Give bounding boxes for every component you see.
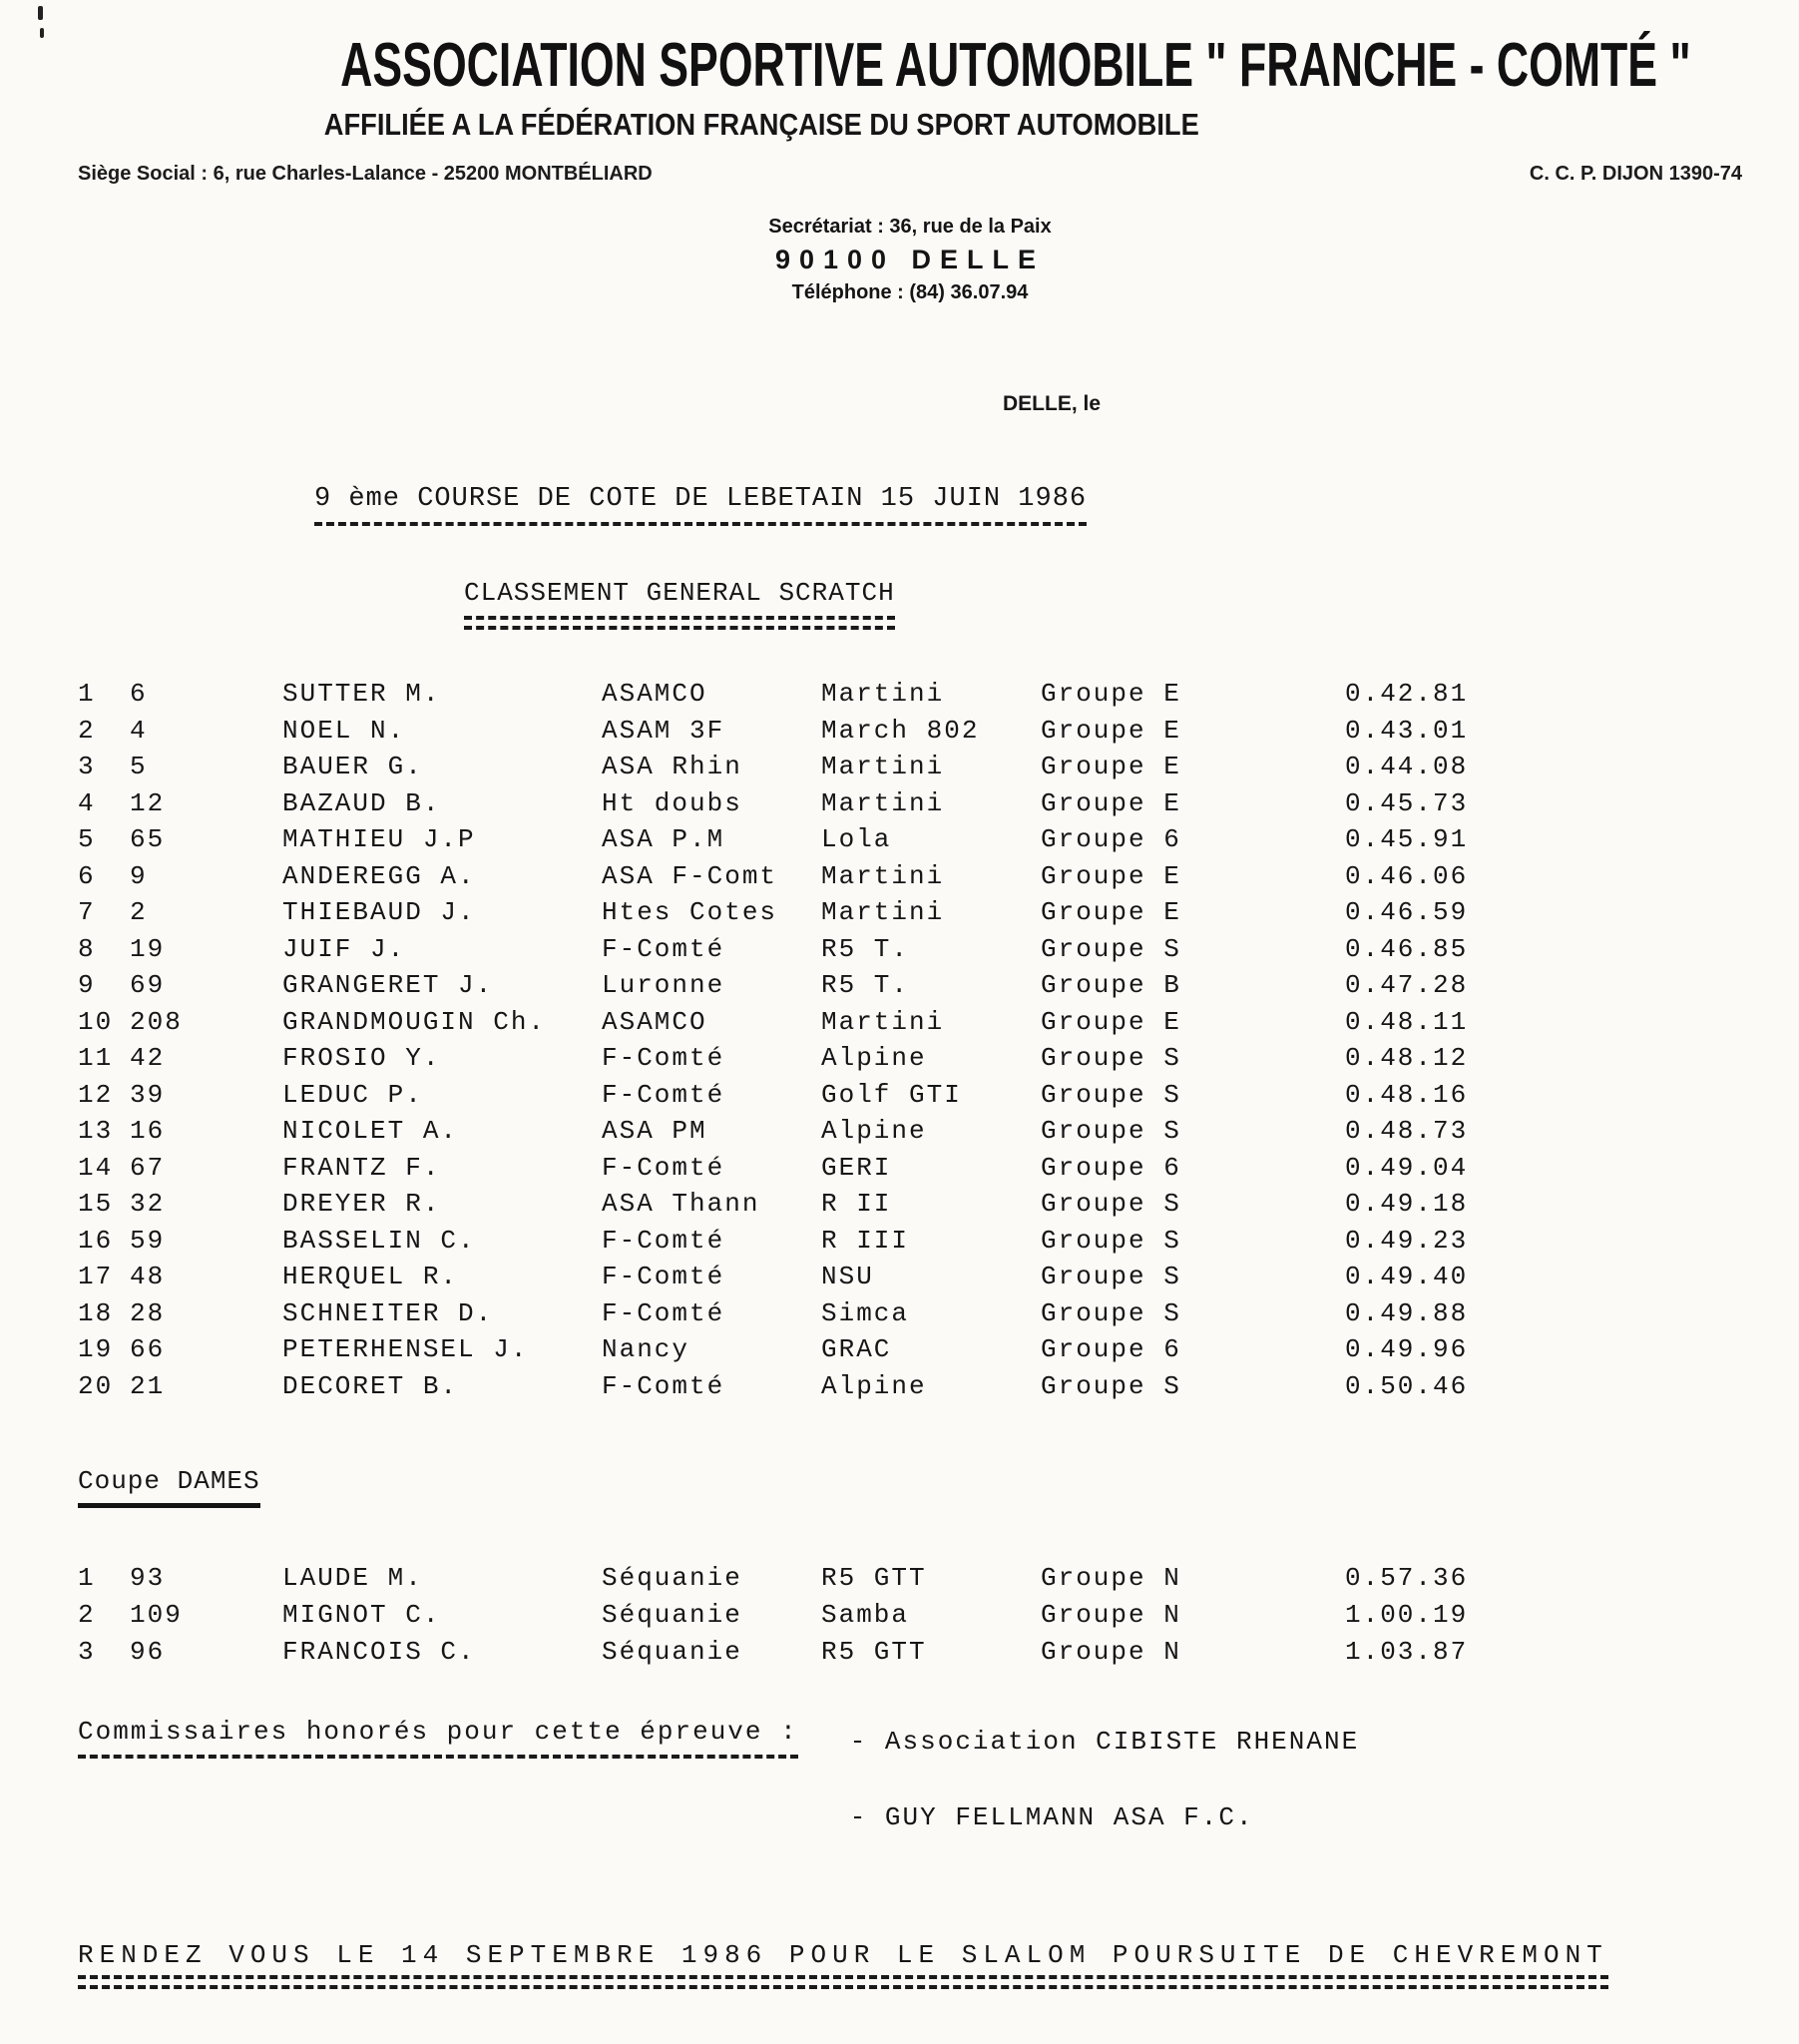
- cell-num: 5: [130, 752, 148, 781]
- table-row: [78, 1113, 1744, 1150]
- cell-name: THIEBAUD J.: [282, 897, 476, 927]
- cell-groupe: Groupe 6: [1041, 1334, 1181, 1364]
- cell-num: 39: [130, 1079, 166, 1110]
- cell-num: 96: [130, 1637, 166, 1667]
- cell-num: 2: [130, 897, 148, 927]
- table-row: [78, 749, 1744, 785]
- cell-groupe: Groupe S: [1041, 1370, 1181, 1401]
- cell-name: FROSIO Y.: [282, 1043, 441, 1073]
- event-title: 9 ème COURSE DE COTE DE LEBETAIN 15 JUIN 1986: [314, 484, 1088, 514]
- cell-groupe: Groupe E: [1041, 715, 1181, 746]
- cell-club: F-Comté: [602, 1152, 725, 1183]
- cell-num: 48: [130, 1262, 166, 1291]
- cell-groupe: Groupe N: [1041, 1600, 1181, 1630]
- cell-car: GRAC: [821, 1334, 892, 1364]
- cell-club: Luronne: [602, 970, 725, 1000]
- cell-name: GRANDMOUGIN Ch.: [282, 1006, 547, 1037]
- table-row: [78, 785, 1744, 822]
- cell-name: GRANGERET J.: [282, 970, 494, 1000]
- cell-name: NOEL N.: [282, 715, 406, 746]
- cell-pos: 14: [78, 1152, 114, 1183]
- cell-club: F-Comté: [602, 1297, 725, 1328]
- cell-groupe: Groupe 6: [1041, 1152, 1181, 1183]
- table-row: [78, 821, 1744, 858]
- cell-time: 0.49.40: [1345, 1262, 1469, 1291]
- cell-club: F-Comté: [602, 1043, 725, 1073]
- cell-groupe: Groupe S: [1041, 1116, 1181, 1146]
- cell-car: R5 GTT: [821, 1637, 927, 1667]
- cell-num: 59: [130, 1225, 166, 1256]
- cell-pos: 9: [78, 970, 96, 1000]
- cell-club: F-Comté: [602, 933, 725, 964]
- cell-time: 0.48.73: [1345, 1116, 1469, 1146]
- table-row: [78, 1150, 1744, 1187]
- cell-num: 93: [130, 1563, 166, 1593]
- cell-name: LAUDE M.: [282, 1563, 423, 1593]
- commissaire-entry: - GUY FELLMANN ASA F.C.: [849, 1802, 1254, 1832]
- cell-pos: 1: [78, 1563, 96, 1593]
- cell-pos: 19: [78, 1334, 114, 1364]
- secretariat-address: Secrétariat : 36, rue de la Paix: [768, 216, 1052, 238]
- cell-time: 0.47.28: [1345, 970, 1469, 1000]
- siege-social: Siège Social : 6, rue Charles-Lalance - 25200 MONTBÉLIARD: [78, 163, 653, 185]
- commissaires-heading-block: [78, 1717, 798, 1759]
- affiliation-subtitle-wrap: [78, 107, 1445, 143]
- dames-heading: Coupe DAMES: [78, 1466, 260, 1496]
- cell-club: Séquanie: [602, 1600, 742, 1630]
- cell-pos: 4: [78, 787, 96, 818]
- table-row: [78, 1223, 1744, 1260]
- cell-num: 6: [130, 679, 148, 709]
- cell-car: Martini: [821, 1006, 945, 1037]
- commissaire-entry: - Association CIBISTE RHENANE: [849, 1727, 1360, 1757]
- event-title-block: [314, 484, 1087, 526]
- cell-name: HERQUEL R.: [282, 1262, 459, 1291]
- table-row: [78, 967, 1744, 1004]
- commissaires-entries: [850, 1727, 1359, 1832]
- cell-club: ASA Thann: [602, 1189, 760, 1219]
- dames-results-table: [78, 1560, 1744, 1671]
- cell-car: Simca: [821, 1297, 910, 1328]
- cell-time: 0.48.16: [1345, 1079, 1469, 1110]
- cell-pos: 8: [78, 933, 96, 964]
- table-row: [78, 713, 1744, 750]
- cell-pos: 12: [78, 1079, 114, 1110]
- table-row: [78, 1040, 1744, 1077]
- cell-pos: 11: [78, 1043, 114, 1073]
- date-line: DELLE, le: [1003, 392, 1102, 415]
- cell-name: BAUER G.: [282, 752, 423, 781]
- cell-name: NICOLET A.: [282, 1116, 459, 1146]
- cell-pos: 3: [78, 752, 96, 781]
- cell-pos: 5: [78, 824, 96, 854]
- table-row: [78, 1560, 1744, 1597]
- cell-name: FRANCOIS C.: [282, 1637, 476, 1667]
- table-row: [78, 1259, 1744, 1295]
- cell-car: R II: [821, 1189, 892, 1219]
- cell-name: BASSELIN C.: [282, 1225, 476, 1256]
- cell-groupe: Groupe S: [1041, 1043, 1181, 1073]
- address-row: [78, 163, 1742, 186]
- cell-time: 0.46.59: [1345, 897, 1469, 927]
- table-row: [78, 1634, 1744, 1671]
- cell-car: Alpine: [821, 1043, 927, 1073]
- cell-time: 0.49.23: [1345, 1225, 1469, 1256]
- table-row: [78, 676, 1744, 713]
- cell-club: ASAMCO: [602, 1006, 707, 1037]
- cell-groupe: Groupe E: [1041, 787, 1181, 818]
- cell-car: Martini: [821, 860, 945, 891]
- cell-time: 0.46.06: [1345, 860, 1469, 891]
- cell-car: Alpine: [821, 1116, 927, 1146]
- cell-name: BAZAUD B.: [282, 787, 441, 818]
- cell-name: JUIF J.: [282, 933, 406, 964]
- table-row: [78, 1186, 1744, 1223]
- association-title: ASSOCIATION SPORTIVE AUTOMOBILE " FRANCHE - COMTÉ ": [340, 31, 1691, 100]
- cell-time: 1.03.87: [1345, 1637, 1469, 1667]
- cell-num: 66: [130, 1334, 166, 1364]
- secretariat-city: 90100 DELLE: [774, 245, 1046, 274]
- cell-pos: 10: [78, 1006, 114, 1037]
- cell-num: 42: [130, 1043, 166, 1073]
- cell-time: 0.57.36: [1345, 1563, 1469, 1593]
- cell-club: F-Comté: [602, 1079, 725, 1110]
- cell-club: ASA Rhin: [602, 752, 742, 781]
- cell-groupe: Groupe N: [1041, 1563, 1181, 1593]
- secretariat-block: [78, 216, 1742, 304]
- cell-club: ASAM 3F: [602, 715, 725, 746]
- cell-club: F-Comté: [602, 1262, 725, 1291]
- cell-name: SCHNEITER D.: [282, 1297, 494, 1328]
- cell-pos: 2: [78, 715, 96, 746]
- cell-car: Martini: [821, 897, 945, 927]
- cell-time: 0.42.81: [1345, 679, 1469, 709]
- table-row: [78, 1368, 1744, 1405]
- commissaires-heading: Commissaires honorés pour cette épreuve :: [78, 1717, 798, 1747]
- letterhead: [78, 30, 1744, 304]
- scratch-heading: CLASSEMENT GENERAL SCRATCH: [464, 578, 895, 608]
- cell-car: Martini: [821, 787, 945, 818]
- table-row: [78, 1597, 1744, 1634]
- scratch-heading-underline: [464, 616, 895, 630]
- cell-groupe: Groupe E: [1041, 897, 1181, 927]
- cell-num: 16: [130, 1116, 166, 1146]
- cell-num: 32: [130, 1189, 166, 1219]
- cell-car: GERI: [821, 1152, 892, 1183]
- cell-num: 67: [130, 1152, 166, 1183]
- cell-num: 9: [130, 860, 148, 891]
- cell-pos: 18: [78, 1297, 114, 1328]
- cell-car: March 802: [821, 715, 980, 746]
- cell-car: R5 T.: [821, 970, 910, 1000]
- cell-car: R III: [821, 1225, 910, 1256]
- cell-num: 12: [130, 787, 166, 818]
- cell-time: 0.44.08: [1345, 752, 1469, 781]
- cell-num: 69: [130, 970, 166, 1000]
- cell-pos: 17: [78, 1262, 114, 1291]
- cell-club: ASA P.M: [602, 824, 725, 854]
- dames-heading-underline: [78, 1503, 260, 1508]
- cell-club: ASA F-Comt: [602, 860, 778, 891]
- cell-name: MATHIEU J.P: [282, 824, 476, 854]
- affiliation-subtitle: AFFILIÉE A LA FÉDÉRATION FRANÇAISE DU SPORT AUTOMOBILE: [323, 107, 1199, 142]
- cell-club: Nancy: [602, 1334, 690, 1364]
- cell-car: Martini: [821, 679, 945, 709]
- cell-pos: 1: [78, 679, 96, 709]
- cell-groupe: Groupe S: [1041, 933, 1181, 964]
- scratch-heading-block: [464, 578, 895, 630]
- cell-name: FRANTZ F.: [282, 1152, 441, 1183]
- cell-pos: 15: [78, 1189, 114, 1219]
- cell-name: SUTTER M.: [282, 679, 441, 709]
- cell-car: Golf GTI: [821, 1079, 962, 1110]
- cell-name: PETERHENSEL J.: [282, 1334, 529, 1364]
- cell-name: ANDEREGG A.: [282, 860, 476, 891]
- cell-groupe: Groupe E: [1041, 860, 1181, 891]
- cell-car: R5 T.: [821, 933, 910, 964]
- cell-name: DREYER R.: [282, 1189, 441, 1219]
- cell-pos: 2: [78, 1600, 96, 1630]
- cell-groupe: Groupe S: [1041, 1189, 1181, 1219]
- cell-car: Alpine: [821, 1370, 927, 1401]
- cell-car: Samba: [821, 1600, 910, 1630]
- secretariat-phone: Téléphone : (84) 36.07.94: [791, 281, 1029, 303]
- table-row: [78, 931, 1744, 968]
- cell-club: Ht doubs: [602, 787, 742, 818]
- cell-time: 0.49.88: [1345, 1297, 1469, 1328]
- commissaires-section: [78, 1717, 1744, 1832]
- cell-time: 0.45.91: [1345, 824, 1469, 854]
- cell-time: 0.48.11: [1345, 1006, 1469, 1037]
- cell-time: 0.45.73: [1345, 787, 1469, 818]
- scratch-results-table: [78, 676, 1744, 1404]
- cell-time: 0.50.46: [1345, 1370, 1469, 1401]
- cell-time: 0.46.85: [1345, 933, 1469, 964]
- cell-num: 19: [130, 933, 166, 964]
- cell-name: MIGNOT C.: [282, 1600, 441, 1630]
- ccp-number: C. C. P. DIJON 1390-74: [1529, 163, 1742, 185]
- cell-pos: 13: [78, 1116, 114, 1146]
- cell-club: F-Comté: [602, 1225, 725, 1256]
- cell-time: 0.49.96: [1345, 1334, 1469, 1364]
- cell-pos: 7: [78, 897, 96, 927]
- cell-club: Séquanie: [602, 1637, 742, 1667]
- cell-groupe: Groupe E: [1041, 752, 1181, 781]
- table-row: [78, 1295, 1744, 1332]
- cell-num: 208: [130, 1006, 183, 1037]
- cell-num: 28: [130, 1297, 166, 1328]
- cell-club: Séquanie: [602, 1563, 742, 1593]
- cell-pos: 6: [78, 860, 96, 891]
- dames-heading-block: [78, 1466, 260, 1508]
- cell-car: Martini: [821, 752, 945, 781]
- cell-pos: 3: [78, 1637, 96, 1667]
- cell-groupe: Groupe B: [1041, 970, 1181, 1000]
- cell-club: F-Comté: [602, 1370, 725, 1401]
- cell-groupe: Groupe N: [1041, 1637, 1181, 1667]
- table-row: [78, 1077, 1744, 1114]
- cell-club: ASA PM: [602, 1116, 707, 1146]
- event-title-underline: [314, 522, 1087, 526]
- cell-time: 0.48.12: [1345, 1043, 1469, 1073]
- cell-groupe: Groupe 6: [1041, 824, 1181, 854]
- cell-pos: 16: [78, 1225, 114, 1256]
- cell-num: 4: [130, 715, 148, 746]
- cell-num: 109: [130, 1600, 183, 1630]
- footer-announcement-block: [78, 1940, 1608, 1989]
- cell-groupe: Groupe E: [1041, 1006, 1181, 1037]
- cell-time: 1.00.19: [1345, 1600, 1469, 1630]
- footer-underline: [78, 1975, 1608, 1989]
- cell-groupe: Groupe S: [1041, 1262, 1181, 1291]
- cell-time: 0.49.04: [1345, 1152, 1469, 1183]
- cell-car: NSU: [821, 1262, 874, 1291]
- cell-groupe: Groupe S: [1041, 1079, 1181, 1110]
- table-row: [78, 858, 1744, 895]
- commissaires-heading-underline: [78, 1755, 798, 1759]
- table-row: [78, 1004, 1744, 1041]
- cell-car: R5 GTT: [821, 1563, 927, 1593]
- cell-groupe: Groupe S: [1041, 1225, 1181, 1256]
- cell-car: Lola: [821, 824, 892, 854]
- footer-announcement: RENDEZ VOUS LE 14 SEPTEMBRE 1986 POUR LE SLALOM POURSUITE DE CHEVREMONT: [78, 1940, 1608, 1970]
- cell-num: 21: [130, 1370, 166, 1401]
- association-title-wrap: [78, 30, 1691, 101]
- cell-groupe: Groupe E: [1041, 679, 1181, 709]
- cell-num: 65: [130, 824, 166, 854]
- cell-club: ASAMCO: [602, 679, 707, 709]
- cell-time: 0.49.18: [1345, 1189, 1469, 1219]
- table-row: [78, 894, 1744, 931]
- cell-pos: 20: [78, 1370, 114, 1401]
- cell-time: 0.43.01: [1345, 715, 1469, 746]
- cell-name: LEDUC P.: [282, 1079, 423, 1110]
- cell-name: DECORET B.: [282, 1370, 459, 1401]
- cell-club: Htes Cotes: [602, 897, 778, 927]
- cell-groupe: Groupe S: [1041, 1297, 1181, 1328]
- table-row: [78, 1331, 1744, 1368]
